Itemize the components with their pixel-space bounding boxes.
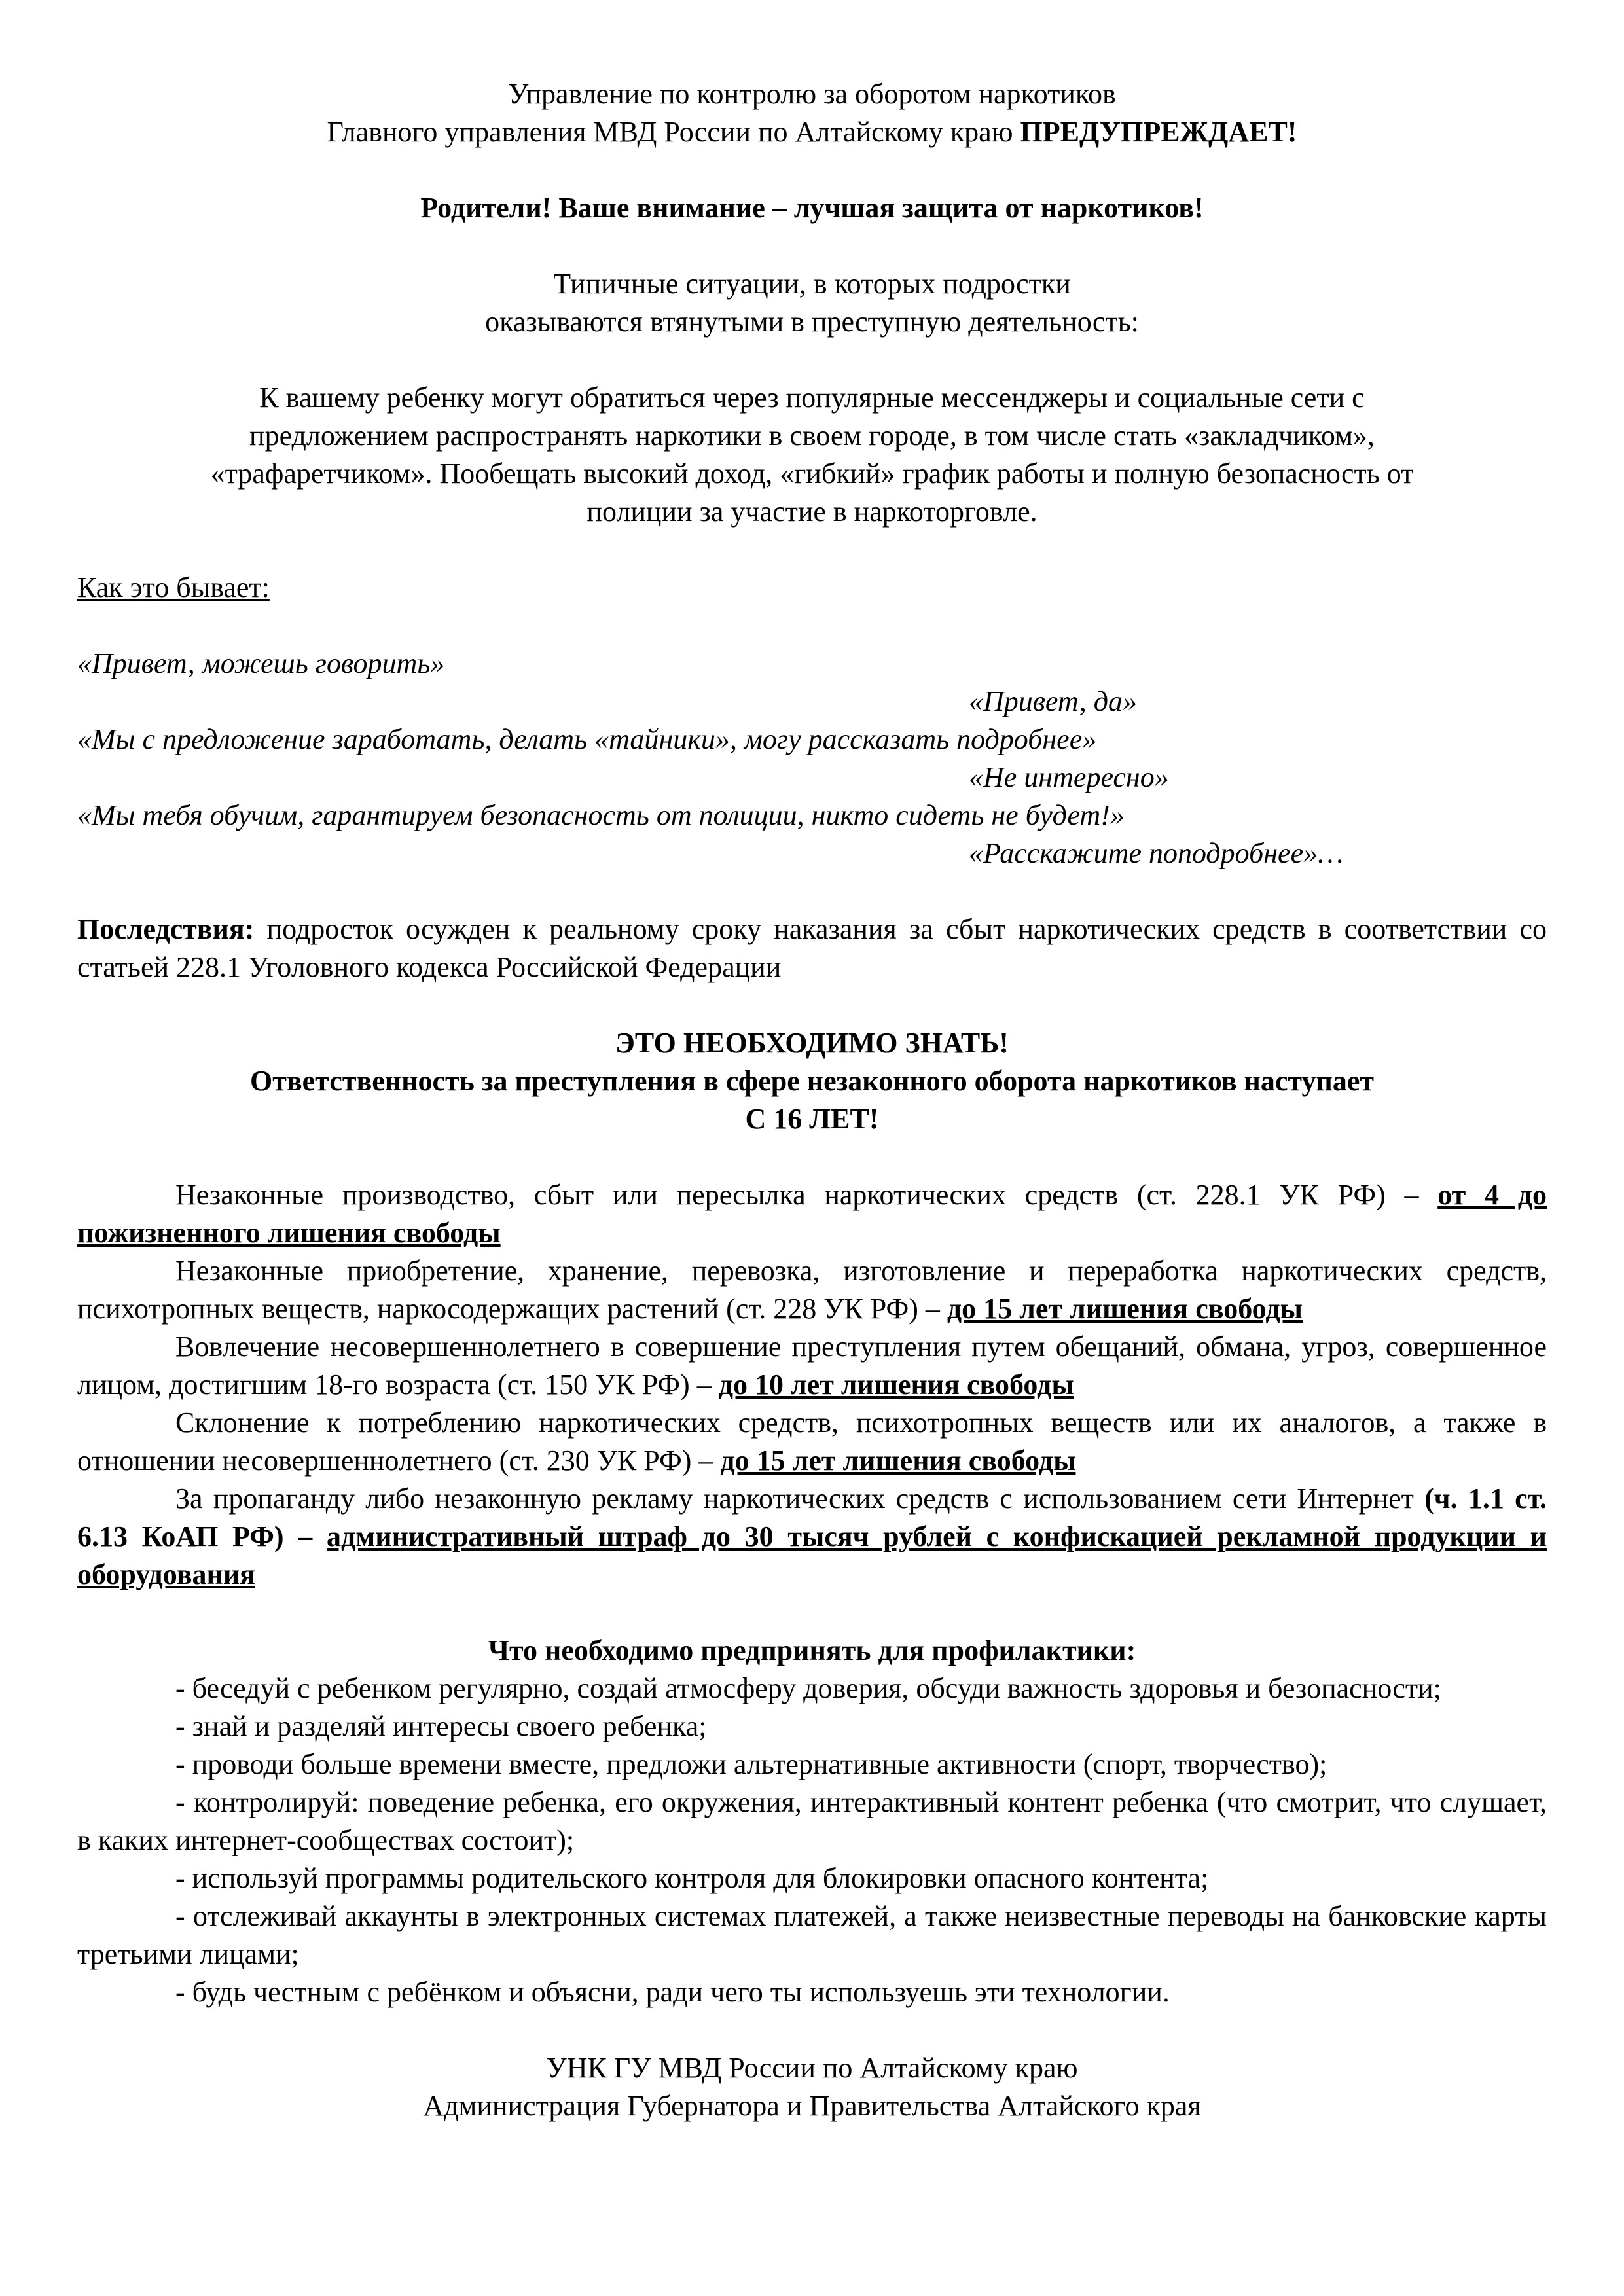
law-paragraph: Склонение к потреблению наркотических средств, психотропных веществ или их аналогов, а также в отношении несовершеннолетнего (ст. 230 УК РФ) – до 15 лет лишения свободы (77, 1407, 1547, 1477)
prevention-item: - проводи больше времени вместе, предложи альтернативные активности (спорт, творчество); (175, 1748, 1327, 1780)
prevention-title: Что необходимо предпринять для профилактики: (488, 1634, 1136, 1666)
footer-line-1: УНК ГУ МВД России по Алтайскому краю (546, 2052, 1078, 2084)
ad-law-paragraph (77, 1480, 1547, 1594)
subtitle-line-2: оказываются втянутыми в преступную деятельность: (485, 306, 1139, 338)
intro-line-2: предложением распространять наркотики в своем городе, в том числе стать «закладчиком», (249, 420, 1375, 452)
ad-law-text: За пропаганду либо незаконную рекламу наркотических средств с использованием сети Интернет (175, 1482, 1414, 1515)
law-penalty: до 15 лет лишения свободы (947, 1293, 1303, 1325)
warning-line-1: Ответственность за преступления в сфере незаконного оборота наркотиков наступает (250, 1065, 1374, 1097)
header-line-2-text: Главного управления МВД России по Алтайскому краю (327, 116, 1020, 148)
intro-line-1: К вашему ребенку могут обратиться через популярные мессенджеры и социальные сети с (259, 382, 1365, 414)
dialog-line: «Привет, да» (969, 685, 1137, 717)
ad-law-ref: (ч. 1.1 ст. 6.13 КоАП РФ) – (77, 1482, 1547, 1552)
intro-line-3: «трафаретчиком». Пообещать высокий доход, «гибкий» график работы и полную безопасность от (210, 457, 1414, 490)
slogan: Родители! Ваше внимание – лучшая защита от наркотиков! (420, 192, 1204, 224)
footer-line-2: Администрация Губернатора и Правительства Алтайского края (423, 2090, 1201, 2122)
law-paragraph: Незаконные производство, сбыт или пересылка наркотических средств (ст. 228.1 УК РФ) – от 4 до пожизненного лишения свободы (77, 1179, 1547, 1249)
header-warning: ПРЕДУПРЕЖДАЕТ! (1020, 116, 1297, 148)
intro-line-4: полиции за участие в наркоторговле. (586, 495, 1038, 528)
law-penalty: до 15 лет лишения свободы (720, 1444, 1076, 1477)
dialog-line: «Мы тебя обучим, гарантируем безопасность от полиции, никто сидеть не будет!» (77, 799, 1125, 831)
prevention-item: - знай и разделяй интересы своего ребенка; (175, 1710, 707, 1742)
law-penalty: от 4 до пожизненного лишения свободы (77, 1179, 1547, 1249)
law-paragraph: Вовлечение несовершеннолетнего в совершение преступления путем обещаний, обмана, угроз, совершенное лицом, достигшим 18-го возраста (ст. 150 УК РФ) – до 10 лет лишения свободы (77, 1331, 1547, 1401)
consequences-paragraph (77, 910, 1547, 986)
prevention-item: - контролируй: поведение ребенка, его окружения, интерактивный контент ребенка (что смотрит, что слушает, в каких интернет-сообществах состоит); (77, 1786, 1547, 1856)
subtitle-line-1: Типичные ситуации, в которых подростки (553, 268, 1071, 300)
dialog-heading: Как это бывает: (77, 571, 270, 603)
law-paragraph: Незаконные приобретение, хранение, перевозка, изготовление и переработка наркотических средств, психотропных веществ, наркосодержащих растений (ст. 228 УК РФ) – до 15 лет лишения свободы (77, 1255, 1547, 1325)
prevention-item: - отслеживай аккаунты в электронных системах платежей, а также неизвестные переводы на банковские карты третьими лицами; (77, 1900, 1547, 1970)
prevention-item: - будь честным с ребёнком и объясни, ради чего ты используешь эти технологии. (175, 1976, 1170, 2008)
dialog-line: «Расскажите поподробнее»… (969, 837, 1344, 869)
ad-law-penalty: административный штраф до 30 тысяч рублей с конфискацией рекламной продукции и оборудования (77, 1520, 1547, 1590)
consequences-label: Последствия: (77, 913, 255, 945)
warning-line-2: С 16 ЛЕТ! (745, 1103, 879, 1135)
header-line-1: Управление по контролю за оборотом наркотиков (508, 78, 1116, 110)
dialog-line: «Привет, можешь говорить» (77, 647, 445, 679)
prevention-item: - используй программы родительского контроля для блокировки опасного контента; (175, 1862, 1209, 1894)
consequences-text: подросток осужден к реальному сроку наказания за сбыт наркотических средств в соответствии со статьей 228.1 Уголовного кодекса Российской Федерации (77, 913, 1547, 983)
dialog-line: «Не интересно» (969, 761, 1169, 793)
prevention-item: - беседуй с ребенком регулярно, создай атмосферу доверия, обсуди важность здоровья и безопасности; (175, 1672, 1441, 1704)
law-penalty: до 10 лет лишения свободы (718, 1369, 1074, 1401)
header-line-2 (77, 113, 1547, 151)
warning-title: ЭТО НЕОБХОДИМО ЗНАТЬ! (615, 1027, 1009, 1059)
dialog-line: «Мы с предложение заработать, делать «тайники», могу рассказать подробнее» (77, 723, 1097, 755)
